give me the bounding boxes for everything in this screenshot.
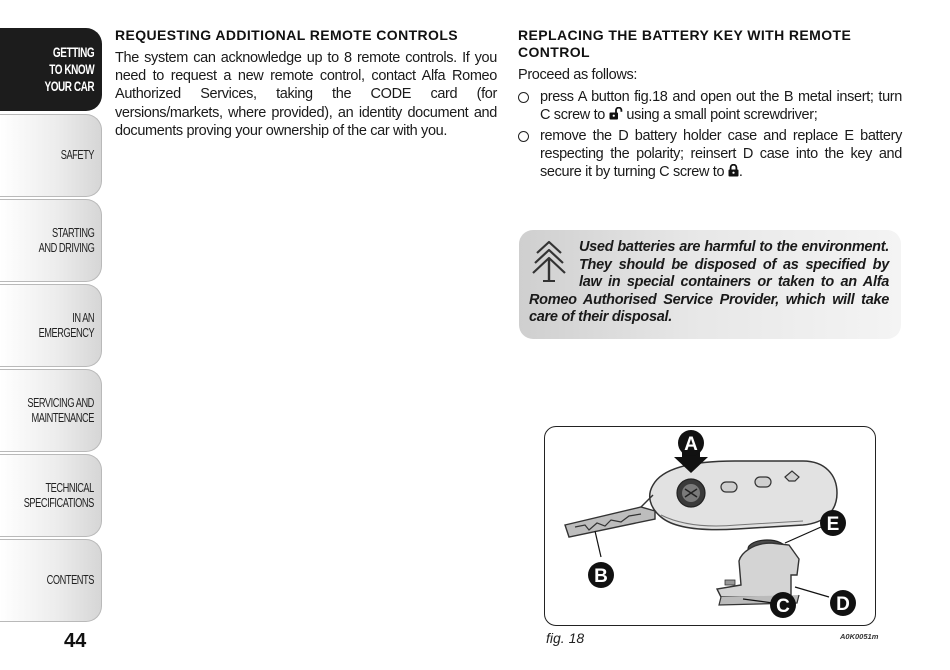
bullet-circle-icon: [518, 92, 529, 103]
steps-list: [518, 88, 902, 181]
section-heading: REPLACING THE BATTERY KEY WITH REMOTE CONTROL: [518, 27, 852, 60]
tab-starting-and-driving[interactable]: [0, 199, 102, 282]
figure-code: A0K0051m: [840, 632, 879, 641]
section-body: The system can acknowledge up to 8 remote controls. If you need to request a new remote control, contact Alfa Romeo Authorized Services, taking the CODE card (for versions/markets, where provided), an identity document and documents proving your ownership of the car with you.: [115, 50, 497, 139]
callout-label-d: D: [836, 594, 850, 615]
tab-safety[interactable]: [0, 114, 102, 197]
step-text: .: [738, 164, 743, 181]
section-intro: Proceed as follows:: [518, 67, 638, 83]
section-replacing-battery: [518, 27, 902, 183]
tab-label: SAFETY: [60, 148, 94, 162]
tab-label: SERVICING AND MAINTENANCE: [27, 395, 94, 425]
figure-caption: fig. 18: [546, 630, 585, 646]
section-heading: REQUESTING ADDITIONAL REMOTE CONTROLS: [115, 27, 459, 43]
list-item: [518, 88, 902, 124]
tab-technical-specifications[interactable]: [0, 454, 102, 537]
environment-note: [519, 230, 901, 339]
tab-in-an-emergency[interactable]: [0, 284, 102, 367]
tab-getting-to-know-your-car[interactable]: [0, 28, 102, 111]
locked-padlock-icon: [728, 164, 739, 177]
note-text: Used batteries are harmful to the environment. They should be disposed of as specified by law in special containers or taken to an Alfa Romeo Authorised Service Provider, which will take care of their disposal.: [529, 239, 889, 326]
callout-label-b: B: [594, 566, 608, 587]
tab-contents[interactable]: [0, 539, 102, 622]
tab-label: STARTING AND DRIVING: [38, 225, 94, 255]
callout-label-e: E: [826, 514, 840, 535]
figure-18-key-illustration: [544, 426, 876, 626]
tab-label: CONTENTS: [46, 573, 94, 587]
tab-servicing-and-maintenance[interactable]: [0, 369, 102, 452]
tab-label: IN AN EMERGENCY: [38, 310, 94, 340]
callout-label-a: A: [684, 434, 698, 455]
list-item: [518, 127, 902, 182]
callout-label-c: C: [776, 596, 790, 617]
key-drawing: [545, 427, 875, 625]
step-text: using a small point screwdriver;: [622, 107, 818, 124]
recycling-tree-icon: [529, 239, 569, 283]
tab-label: GETTING TO KNOW YOUR CAR: [44, 45, 94, 94]
tab-label: TECHNICAL SPECIFICATIONS: [23, 480, 95, 510]
page-number: 44: [64, 630, 87, 652]
unlocked-padlock-icon: [609, 107, 623, 120]
step-text: remove the D battery holder case and replace E battery respecting the polarity; reinsert D case into the key and secure it by turning C screw to: [540, 127, 902, 181]
bullet-circle-icon: [518, 131, 529, 142]
step-text: press A button fig.18 and open out the B metal insert; turn C screw to: [540, 89, 902, 124]
section-requesting-remote-controls: [115, 27, 497, 140]
